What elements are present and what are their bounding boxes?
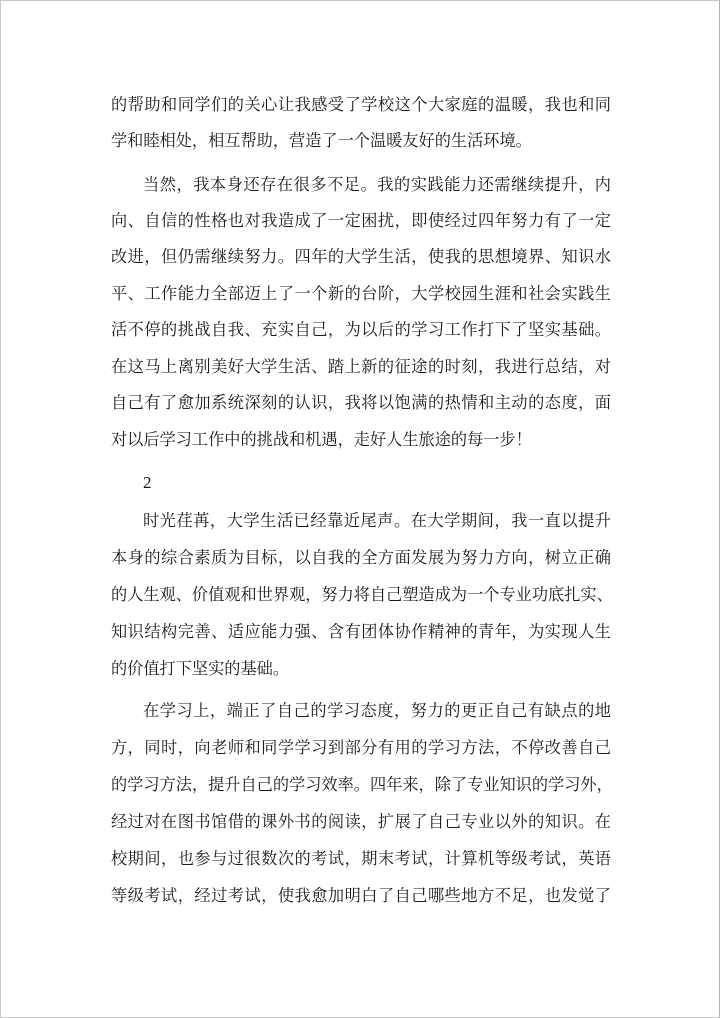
text-line: 时光荏苒，大学生活已经靠近尾声。在大学期间，我一直以提升	[143, 511, 611, 530]
text-line: 平、工作能力全部迈上了一个新的台阶，大学校园生涯和社会实践生	[111, 284, 611, 303]
text-line: 本身的综合素质为目标，以自我的全方面发展为努力方向，树立正确	[111, 548, 611, 567]
text-line: 的帮助和同学们的关心让我感受了学校这个大家庭的温暖，我也和同	[111, 95, 611, 114]
text-line: 方，同时，向老师和同学学习到部分有用的学习方法，不停改善自己	[111, 738, 611, 757]
text-line: 向、自信的性格也对我造成了一定困扰，即使经过四年努力有了一定	[111, 211, 611, 230]
text-line: 学和睦相处，相互帮助，营造了一个温暖友好的生活环境。	[111, 131, 532, 150]
text-line: 校期间，也参与过很数次的考试，期末考试，计算机等级考试，英语	[111, 849, 611, 868]
text-line: 活不停的挑战自我、充实自己，为以后的学习工作打下了坚实基础。	[111, 320, 611, 339]
text-line: 等级考试，经过考试，使我愈加明白了自己哪些地方不足，也发觉了	[111, 886, 611, 905]
section-number: 2	[143, 473, 152, 492]
text-line: 的学习方法，提升自己的学习效率。四年来，除了专业知识的学习外，	[111, 775, 613, 794]
text-line: 在学习上，端正了自己的学习态度，努力的更正自己有缺点的地	[143, 701, 611, 720]
text-line: 当然，我本身还存在很多不足。我的实践能力还需继续提升，内	[143, 175, 611, 194]
text-line: 的人生观、价值观和世界观，努力将自己塑造成为一个专业功底扎实、	[111, 585, 613, 604]
text-line: 经过对在图书馆借的课外书的阅读，扩展了自己专业以外的知识。在	[111, 812, 611, 831]
text-line: 在这马上离别美好大学生活、踏上新的征途的时刻，我进行总结，对	[111, 357, 611, 376]
text-line: 知识结构完善、适应能力强、含有团体协作精神的青年，为实现人生	[111, 622, 611, 641]
text-line: 自己有了愈加系统深刻的认识，我将以饱满的热情和主动的态度，面	[111, 393, 611, 412]
text-line: 改进，但仍需继续努力。四年的大学生活，使我的思想境界、知识水	[111, 247, 611, 266]
text-line: 的价值打下坚实的基础。	[111, 659, 290, 678]
text-line: 对以后学习工作中的挑战和机遇，走好人生旅途的每一步！	[111, 430, 532, 449]
